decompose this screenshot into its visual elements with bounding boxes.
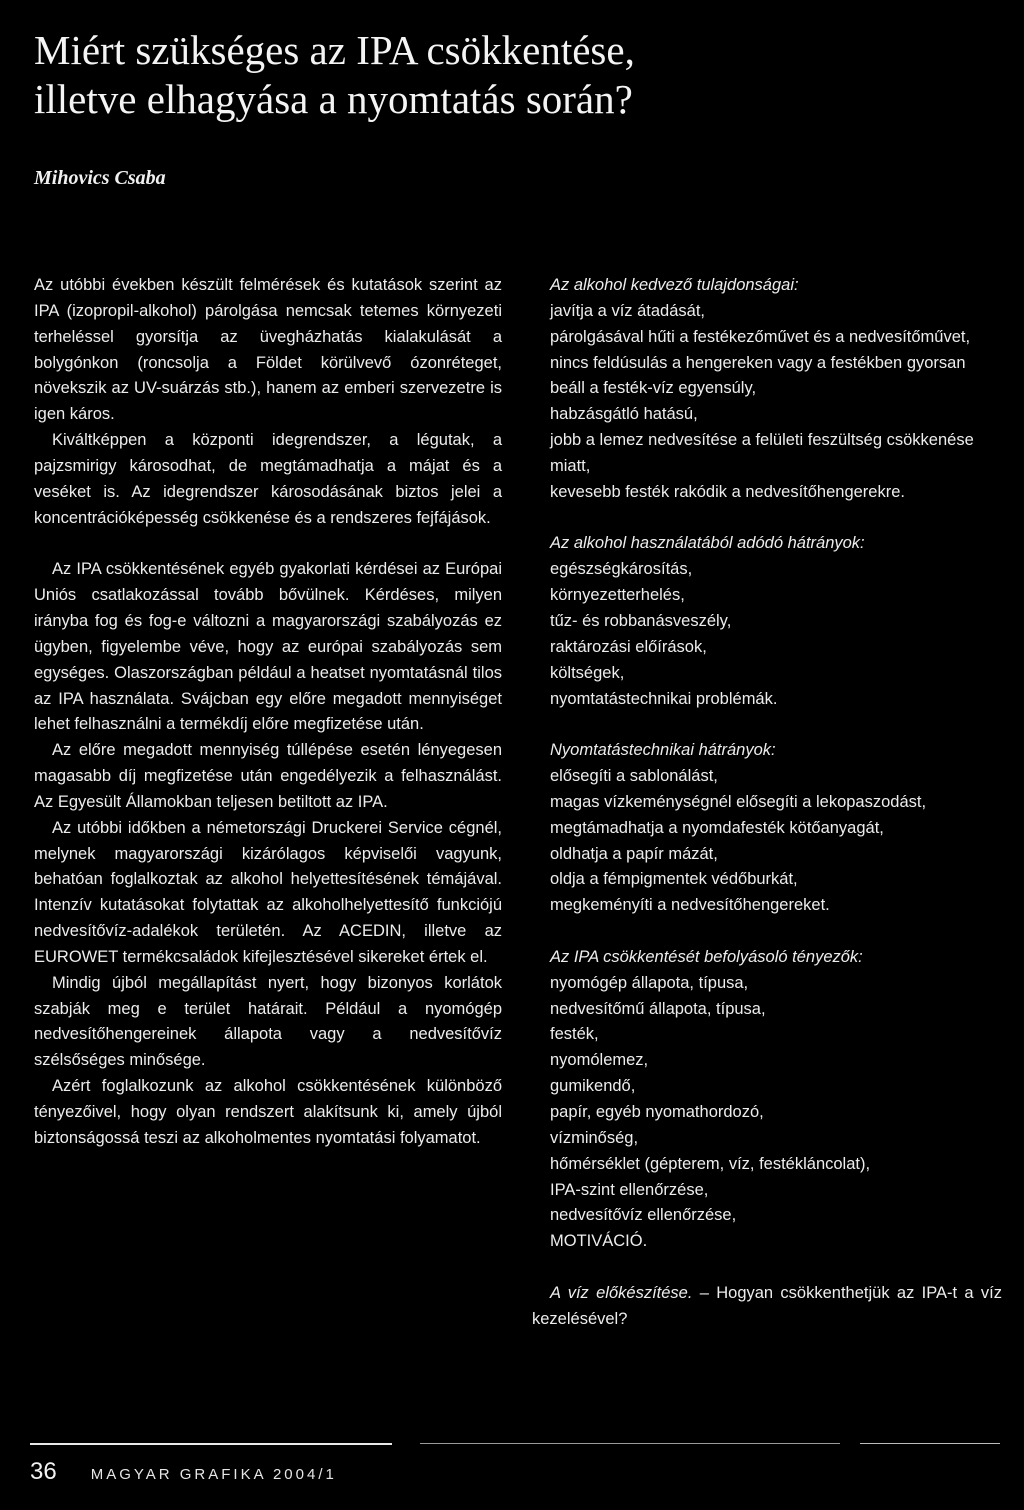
list-item: nyomtatástechnikai problémák. xyxy=(550,689,778,708)
footer-rule-faint xyxy=(860,1443,1000,1444)
left-column xyxy=(34,273,502,1152)
page-footer xyxy=(30,1458,337,1486)
paragraph-eu-regulation: Az IPA csökkentésének egyéb gyakorlati kérdései az Európai Uniós csatlakozással tovább bővülnek. Kérdéses, milyen irányba fog és fog-e változni a magyarországi szabályozás ez ügyben, figyelembe véve, hogy az európai szabályozás sem egységes. Olaszországban például a heatset nyomtatásnál tilos az IPA használata. Svájcban egy előre megadott mennyiséget lehet felhasználni a termékdíj előre megfizetése után. xyxy=(34,560,502,734)
article-title-line-2: illetve elhagyása a nyomtatás során? xyxy=(34,76,633,122)
list-group-ipa-factors xyxy=(532,945,1002,1255)
list-item: nincs feldúsulás a hengereken vagy a festékben gyorsan beáll a festék-víz egyensúly, xyxy=(550,353,966,398)
water-preparation-text: – Hogyan csökkenthetjük az IPA-t a víz kezelésével? xyxy=(532,1283,1002,1328)
list-heading: Nyomtatástechnikai hátrányok: xyxy=(550,741,776,760)
list-item: nedvesítőmű állapota, típusa, xyxy=(550,999,766,1018)
list xyxy=(532,557,1002,712)
list-heading: Az alkohol kedvező tulajdonságai: xyxy=(550,276,799,294)
list-item: nyomólemez, xyxy=(550,1051,649,1070)
right-column xyxy=(532,273,1002,1333)
list-group-printing-disadvantages xyxy=(532,738,1002,919)
list xyxy=(532,764,1002,919)
water-preparation-heading: A víz előkészítése. xyxy=(550,1283,693,1302)
paragraph-conclusion: Azért foglalkozunk az alkohol csökkentésének különböző tényezőivel, hogy olyan rendszert alakítsunk ki, amely újból biztonságossá teszi az alkoholmentes nyomtatási folyamatot. xyxy=(34,1077,502,1147)
list-heading: Az alkohol használatából adódó hátrányok: xyxy=(550,534,865,553)
list-item: tűz- és robbanásveszély, xyxy=(550,611,732,630)
list-item: festék, xyxy=(550,1025,599,1044)
list-group-alcohol-disadvantages xyxy=(532,531,1002,712)
list-item: költségek, xyxy=(550,663,625,682)
list-item: jobb a lemez nedvesítése a felületi feszültség csökkenése miatt, xyxy=(550,431,974,475)
water-preparation-paragraph xyxy=(532,1281,1002,1333)
list-heading: Az IPA csökkentését befolyásoló tényezők: xyxy=(550,947,863,966)
paragraph-health-effects: Kiváltképpen a központi idegrendszer, a légutak, a pajzsmirigy károsodhat, de megtámadhatja a májat és a veséket is. Az idegrendszer károsodásának biztos jelei a koncentrációképesség csökkenése és a rendszeres fejfájások. xyxy=(34,431,502,527)
page-number: 36 xyxy=(30,1458,57,1485)
list-item: kevesebb festék rakódik a nedvesítőhengerekre. xyxy=(550,482,905,501)
author-name: Mihovics Csaba xyxy=(34,167,166,189)
list-item: oldhatja a papír mázát, xyxy=(550,844,718,863)
footer-rule xyxy=(30,1443,392,1445)
list-item: párolgásával hűti a festékezőművet és a nedvesítőművet, xyxy=(550,327,971,346)
paragraph-limitations: Mindig újból megállapítást nyert, hogy bizonyos korlátok szabják meg e terület határait. Például a nyomógép nedvesítőhengereinek állapota vagy a nedvesítővíz szélsőséges minősége. xyxy=(34,973,502,1070)
list-item: raktározási előírások, xyxy=(550,637,707,656)
list-group-alcohol-advantages xyxy=(532,273,1002,506)
list-item: oldja a fémpigmentek védőburkát, xyxy=(550,870,798,889)
journal-name: MAGYAR GRAFIKA 2004/1 xyxy=(90,1466,337,1483)
footer-rule-faint xyxy=(420,1443,840,1444)
list xyxy=(532,971,1002,1255)
list-item: nedvesítővíz ellenőrzése, xyxy=(550,1206,737,1225)
paragraph-usage-limits: Az előre megadott mennyiség túllépése esetén lényegesen magasabb díj megfizetése után engedélyezik a felhasználást. Az Egyesült Államokban teljesen betiltott az IPA. xyxy=(34,741,502,811)
article-title-line-1: Miért szükséges az IPA csökkentése, xyxy=(34,27,635,73)
list xyxy=(532,299,1002,506)
list-item: megtámadhatja a nyomdafesték kötőanyagát, xyxy=(550,818,884,837)
paragraph-intro: Az utóbbi években készült felmérések és kutatások szerint az IPA (izopropil-alkohol) párolgása nemcsak tetemes környezeti terheléssel gyorsítja az üvegházhatás kialakulását a bolygónkon (roncsolja a Földet körülvevő ózonréteget, növekszik az UV-suárzás stb.), hanem az emberi szervezetre is igen káros. xyxy=(34,276,502,424)
list-item: elősegíti a sablonálást, xyxy=(550,767,718,786)
list-item: MOTIVÁCIÓ. xyxy=(550,1232,648,1251)
list-item: egészségkárosítás, xyxy=(550,560,693,579)
list-item: gumikendő, xyxy=(550,1077,636,1096)
list-item: környezetterhelés, xyxy=(550,586,685,605)
list-item: javítja a víz átadását, xyxy=(550,301,706,320)
list-item: nyomógép állapota, típusa, xyxy=(550,973,749,992)
list-item: IPA-szint ellenőrzése, xyxy=(550,1180,709,1199)
article-title xyxy=(34,26,994,124)
list-item: magas vízkeménységnél elősegíti a lekopaszodást, xyxy=(550,792,927,811)
list-item: vízminőség, xyxy=(550,1128,639,1147)
list-item: habzásgátló hatású, xyxy=(550,405,698,424)
list-item: megkeményíti a nedvesítőhengereket. xyxy=(550,896,830,915)
paragraph-druckerei-research: Az utóbbi időkben a németországi Druckerei Service cégnél, melynek magyarországi kizárólagos képviselői vagyunk, behatóan foglalkoztak az alkohol helyettesítésének témájával. Intenzív kutatásokat folytattak az alkoholhelyettesítő funkciójú nedvesítővíz-adalékok területén. Az ACEDIN, illetve az EUROWET termékcsaládok kifejlesztésével sikereket értek el. xyxy=(34,818,502,966)
list-item: hőmérséklet (gépterem, víz, festékláncolat), xyxy=(550,1154,871,1173)
list-item: papír, egyéb nyomathordozó, xyxy=(550,1103,764,1121)
